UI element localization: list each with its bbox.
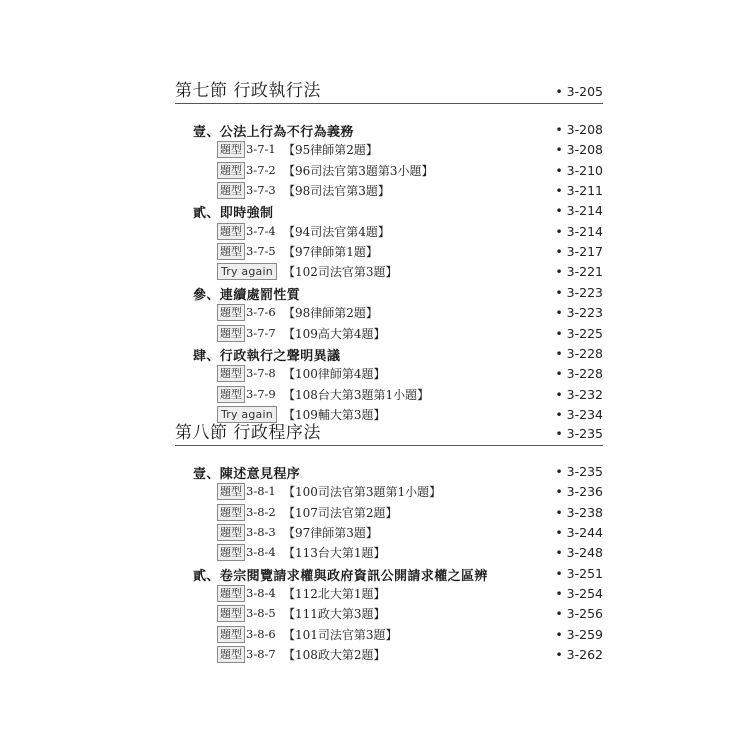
chapter-entry	[0, 564, 603, 584]
question-entry	[0, 604, 603, 624]
page-number: • 3-244	[555, 525, 603, 540]
page-number: • 3-235	[555, 426, 603, 441]
question-source: 【101司法官第3題】	[283, 628, 398, 642]
question-type-badge: 題型	[217, 585, 245, 602]
question-entry	[0, 303, 603, 323]
question-code: 3-8-3	[246, 525, 276, 539]
question-source: 【108政大第2題】	[283, 648, 386, 662]
page-number: • 3-259	[555, 627, 603, 642]
question-entry	[0, 523, 603, 543]
question-source: 【98律師第2題】	[283, 306, 378, 320]
question-type-badge: 題型	[217, 504, 245, 521]
chapter-title: 貳、即時強制	[193, 206, 274, 221]
question-source: 【102司法官第3題】	[283, 265, 398, 279]
page-number: • 3-217	[555, 244, 603, 259]
question-source: 【100司法官第3題第1小題】	[283, 485, 442, 499]
page-number: • 3-228	[555, 366, 603, 381]
question-code: 3-7-5	[246, 244, 276, 258]
question-source: 【112北大第1題】	[283, 587, 386, 601]
question-type-badge: 題型	[217, 524, 245, 541]
page-number: • 3-221	[555, 264, 603, 279]
section-heading	[175, 419, 603, 446]
question-entry	[0, 543, 603, 563]
question-entry	[0, 161, 603, 181]
page-number: • 3-228	[555, 346, 603, 361]
page-number: • 3-225	[555, 326, 603, 341]
question-type-badge: 題型	[217, 605, 245, 622]
question-source: 【111政大第3題】	[283, 607, 386, 621]
question-type-badge: 題型	[217, 365, 245, 382]
page-number: • 3-256	[555, 606, 603, 621]
page-number: • 3-214	[555, 203, 603, 218]
question-code: 3-8-6	[246, 627, 276, 641]
question-code: 3-8-4	[246, 545, 276, 559]
chapter-title: 肆、行政執行之聲明異議	[193, 349, 341, 364]
question-entry	[0, 364, 603, 384]
question-type-badge: 題型	[217, 544, 245, 561]
question-code: 3-8-5	[246, 606, 276, 620]
question-entry	[0, 242, 603, 262]
section-title: 第七節 行政執行法	[175, 81, 321, 101]
question-code: 3-7-4	[246, 224, 276, 238]
question-type-badge: 題型	[217, 483, 245, 500]
page-number: • 3-236	[555, 484, 603, 499]
question-code: 3-7-2	[246, 163, 276, 177]
chapter-entry	[0, 344, 603, 364]
page-number: • 3-211	[555, 183, 603, 198]
question-entry	[0, 625, 603, 645]
page-number: • 3-210	[555, 163, 603, 178]
question-type-badge: 題型	[217, 325, 245, 342]
section-heading	[175, 77, 603, 104]
question-source: 【109輔大第3題】	[283, 408, 386, 422]
question-type-badge: 題型	[217, 243, 245, 260]
chapter-entry	[0, 120, 603, 140]
question-type-badge: 題型	[217, 386, 245, 403]
try-again-badge: Try again	[217, 263, 277, 280]
page-number: • 3-248	[555, 545, 603, 560]
question-type-badge: 題型	[217, 626, 245, 643]
section-title: 第八節 行政程序法	[175, 423, 321, 443]
question-code: 3-7-9	[246, 387, 276, 401]
page-number: • 3-235	[555, 464, 603, 479]
question-code: 3-8-1	[246, 484, 276, 498]
question-code: 3-7-8	[246, 366, 276, 380]
chapter-entry	[0, 462, 603, 482]
question-source: 【97律師第1題】	[283, 245, 378, 259]
question-entry	[0, 503, 603, 523]
question-entry	[0, 385, 603, 405]
question-entry	[0, 645, 603, 665]
question-code: 3-8-7	[246, 647, 276, 661]
question-entry	[0, 140, 603, 160]
question-code: 3-7-3	[246, 183, 276, 197]
page-number: • 3-208	[555, 122, 603, 137]
page-number: • 3-234	[555, 407, 603, 422]
question-entry	[0, 262, 603, 282]
question-type-badge: 題型	[217, 141, 245, 158]
chapter-title: 參、連續處罰性質	[193, 288, 301, 303]
question-type-badge: 題型	[217, 646, 245, 663]
page-number: • 3-214	[555, 224, 603, 239]
page-number: • 3-254	[555, 586, 603, 601]
question-code: 3-7-7	[246, 326, 276, 340]
question-source: 【97律師第3題】	[283, 526, 378, 540]
page-number: • 3-205	[555, 84, 603, 99]
question-code: 3-8-4	[246, 586, 276, 600]
question-source: 【107司法官第2題】	[283, 506, 398, 520]
question-source: 【100律師第4題】	[283, 367, 386, 381]
chapter-entry	[0, 283, 603, 303]
question-type-badge: 題型	[217, 162, 245, 179]
chapter-title: 壹、公法上行為不行為義務	[193, 125, 354, 140]
question-source: 【98司法官第3題】	[283, 184, 390, 198]
chapter-title: 壹、陳述意見程序	[193, 467, 301, 482]
page-number: • 3-238	[555, 505, 603, 520]
question-source: 【94司法官第4題】	[283, 225, 390, 239]
question-type-badge: 題型	[217, 304, 245, 321]
question-source: 【108台大第3題第1小題】	[283, 388, 430, 402]
page-number: • 3-232	[555, 387, 603, 402]
question-entry	[0, 584, 603, 604]
page-number: • 3-251	[555, 566, 603, 581]
question-type-badge: 題型	[217, 223, 245, 240]
question-entry	[0, 181, 603, 201]
question-entry	[0, 324, 603, 344]
question-source: 【96司法官第3題第3小題】	[283, 164, 434, 178]
try-again-badge: Try again	[217, 406, 277, 423]
page-number: • 3-223	[555, 305, 603, 320]
page-number: • 3-262	[555, 647, 603, 662]
page-number: • 3-208	[555, 142, 603, 157]
question-source: 【113台大第1題】	[283, 546, 386, 560]
page-number: • 3-223	[555, 285, 603, 300]
question-source: 【109高大第4題】	[283, 327, 386, 341]
question-source: 【95律師第2題】	[283, 143, 378, 157]
question-entry	[0, 222, 603, 242]
question-code: 3-7-6	[246, 305, 276, 319]
question-code: 3-8-2	[246, 505, 276, 519]
question-code: 3-7-1	[246, 142, 276, 156]
question-type-badge: 題型	[217, 182, 245, 199]
chapter-entry	[0, 201, 603, 221]
chapter-title: 貳、卷宗閱覽請求權與政府資訊公開請求權之區辨	[193, 569, 488, 584]
question-entry	[0, 482, 603, 502]
